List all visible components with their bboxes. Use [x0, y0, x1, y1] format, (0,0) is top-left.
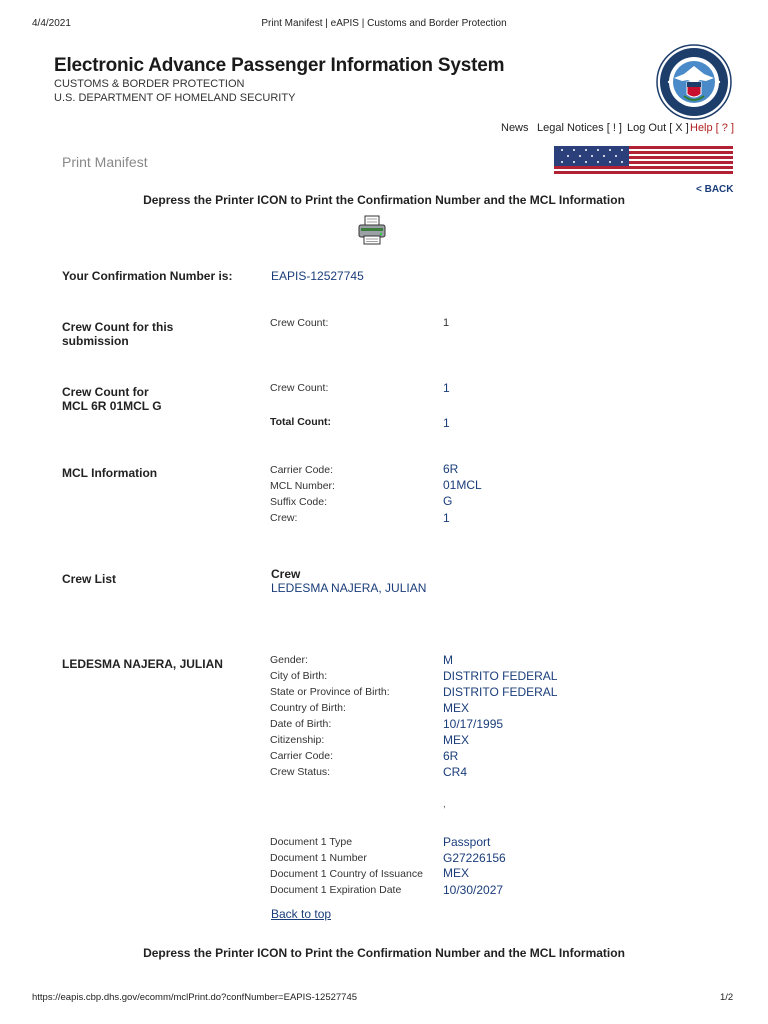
document-field-value: Passport	[443, 835, 491, 849]
print-instruction-bottom: Depress the Printer ICON to Print the Confirmation Number and the MCL Information	[143, 946, 625, 960]
print-instruction-top: Depress the Printer ICON to Print the Confirmation Number and the MCL Information	[143, 193, 625, 207]
document-field-key: Document 1 Expiration Date	[270, 884, 402, 896]
site-title: Electronic Advance Passenger Information System	[54, 55, 505, 76]
confirmation-number: EAPIS-12527745	[271, 269, 364, 283]
page-title: Print Manifest	[62, 154, 148, 170]
nav-news-link[interactable]: News	[501, 122, 529, 134]
mcl-field-key: Crew:	[270, 512, 298, 524]
member-field-value: MEX	[443, 733, 470, 747]
document-field-value: MEX	[443, 866, 470, 880]
document-field-key: Document 1 Country of Issuance	[270, 868, 423, 880]
total-count-key: Total Count:	[270, 416, 332, 428]
back-link[interactable]: < BACK	[696, 184, 734, 195]
document-field-key: Document 1 Type	[270, 836, 353, 848]
mcl-field-value: G	[443, 494, 453, 508]
department-name: U.S. DEPARTMENT OF HOMELAND SECURITY	[54, 92, 296, 104]
nav-legal-notices-link[interactable]: Legal Notices [ ! ]	[537, 122, 622, 134]
print-page-number: 1/2	[720, 992, 734, 1003]
document-field-value: G27226156	[443, 851, 506, 865]
separator-comma: ,	[443, 799, 446, 810]
member-field-value: DISTRITO FEDERAL	[443, 685, 558, 699]
crew-list-label: Crew List	[62, 572, 117, 586]
print-page-title: Print Manifest | eAPIS | Customs and Border Protection	[261, 18, 507, 29]
member-field-key: Gender:	[270, 654, 308, 666]
member-field-value: 6R	[443, 749, 459, 763]
print-date: 4/4/2021	[32, 18, 71, 29]
crew-count-mcl-key: Crew Count:	[270, 382, 329, 394]
member-field-value: DISTRITO FEDERAL	[443, 669, 558, 683]
crew-count-mcl-label-1: Crew Count for	[62, 385, 149, 399]
member-field-value: CR4	[443, 765, 468, 779]
nav-help-label[interactable]: Help [ ? ]	[690, 122, 735, 134]
member-field-key: Date of Birth:	[270, 718, 332, 730]
crew-count-submission-label-1: Crew Count for this	[62, 320, 174, 334]
member-field-value: M	[443, 653, 453, 667]
total-count-value: 1	[443, 416, 450, 430]
crew-list-member-link[interactable]: LEDESMA NAJERA, JULIAN	[271, 581, 427, 595]
member-field-value: MEX	[443, 701, 470, 715]
crew-count-submission-label-2: submission	[62, 334, 129, 348]
crew-list-heading: Crew	[271, 567, 301, 581]
mcl-field-value: 6R	[443, 462, 459, 476]
mcl-field-value: 1	[443, 511, 450, 525]
mcl-field-key: Carrier Code:	[270, 464, 334, 476]
crew-count-submission-key: Crew Count:	[270, 317, 329, 329]
mcl-field-key: Suffix Code:	[270, 496, 328, 508]
crew-member-name: LEDESMA NAJERA, JULIAN	[62, 657, 223, 671]
back-to-top-link[interactable]: Back to top	[271, 907, 332, 921]
member-field-key: Country of Birth:	[270, 702, 346, 714]
mcl-field-key: MCL Number:	[270, 480, 335, 492]
document-field-value: 10/30/2027	[443, 883, 504, 897]
crew-count-submission-value: 1	[443, 317, 450, 329]
member-field-key: State or Province of Birth:	[270, 686, 390, 698]
member-field-key: Carrier Code:	[270, 750, 334, 762]
nav-logout-link[interactable]: Log Out [ X ]	[627, 122, 689, 134]
document-field-key: Document 1 Number	[270, 852, 367, 864]
crew-count-mcl-value: 1	[443, 381, 450, 395]
mcl-field-value: 01MCL	[443, 478, 482, 492]
american-flag-banner	[554, 146, 733, 177]
member-field-key: Crew Status:	[270, 766, 331, 778]
printer-icon[interactable]	[356, 214, 388, 246]
member-field-key: City of Birth:	[270, 670, 328, 682]
member-field-key: Citizenship:	[270, 734, 325, 746]
dhs-seal-logo	[656, 44, 732, 120]
print-url: https://eapis.cbp.dhs.gov/ecomm/mclPrint.do?confNumber=EAPIS-12527745	[32, 992, 358, 1003]
member-field-value: 10/17/1995	[443, 717, 504, 731]
nav-help-link[interactable]	[690, 122, 734, 134]
agency-name: CUSTOMS & BORDER PROTECTION	[54, 78, 245, 90]
crew-count-mcl-label-2: MCL 6R 01MCL G	[62, 399, 162, 413]
mcl-information-label: MCL Information	[62, 466, 158, 480]
confirmation-label: Your Confirmation Number is:	[62, 269, 233, 283]
